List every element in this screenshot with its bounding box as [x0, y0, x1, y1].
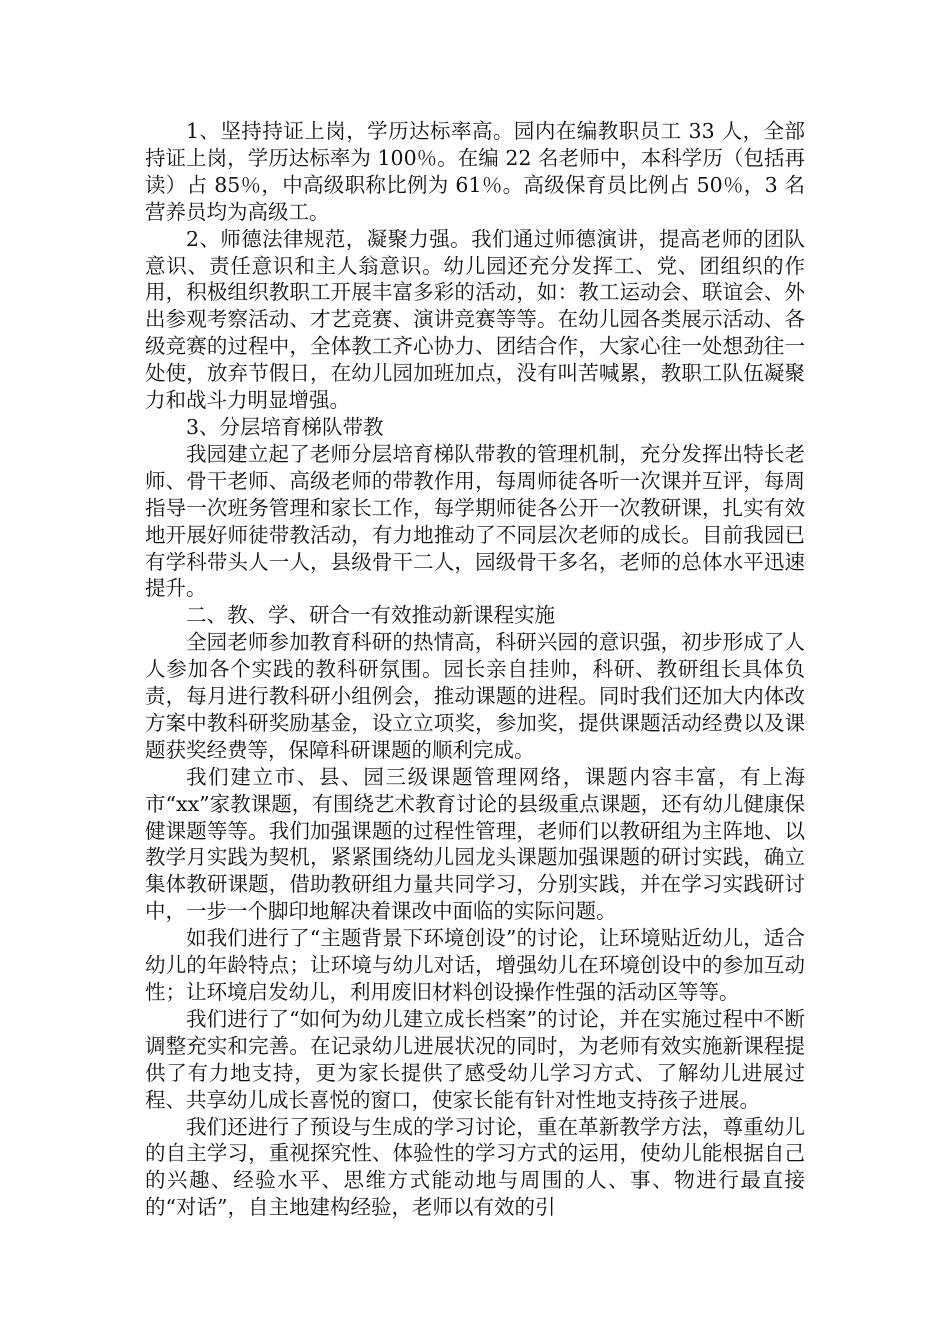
- paragraph-qualification: 1、坚持持证上岗，学历达标率高。园内在编教职员工 33 人，全部持证上岗，学历达标率为 100％。在编 22 名老师中，本科学历（包括再读）占 85％，中高级职称比例为 61％。高级保育员比例占 50％，3 名营养员均为高级工。: [145, 119, 805, 224]
- paragraph-research: 全园老师参加教育科研的热情高，科研兴园的意识强，初步形成了人人参加各个实践的教科研氛围。园长亲自挂帅，科研、教研组长具体负责，每月进行教科研小组例会，推动课题的进程。同时我们还加大内体改方案中教科研奖励基金，设立立项奖，参加奖，提供课题活动经费以及课题获奖经费等，保障科研课题的顺利完成。: [145, 630, 805, 762]
- paragraph-mentoring: 我园建立起了老师分层培育梯队带教的管理机制，充分发挥出特长老师、骨干老师、高级老师的带教作用，每周师徒各听一次课并互评，每周指导一次班务管理和家长工作，每学期师徒各公开一次教研课，扎实有效地开展好师徒带教活动，有力地推动了不同层次老师的成长。目前我园已有学科带头人一人，县级骨干二人，园级骨干多名，老师的总体水平迅速提升。: [145, 441, 805, 601]
- paragraph-preset-generation: 我们还进行了预设与生成的学习讨论，重在革新教学方法，尊重幼儿的自主学习，重视探究性、体验性的学习方式的运用，使幼儿能根据自己的兴趣、经验水平、思维方式能动地与周围的人、事、物进行最直接的“对话”，自主地建构经验，老师以有效的引: [145, 1114, 805, 1220]
- paragraph-research-network: 我们建立市、县、园三级课题管理网络，课题内容丰富，有上海市“xx”家教课题，有围绕艺术教育讨论的县级重点课题，还有幼儿健康保健课题等等。我们加强课题的过程性管理，老师们以教研组为主阵地、以教学月实践为契机，紧紧围绕幼儿园龙头课题加强课题的研讨实践，确立集体教研课题，借助教研组力量共同学习，分别实践，并在学习实践研讨中，一步一个脚印地解决着课改中面临的实际问题。: [145, 764, 805, 924]
- paragraph-growth-records: 我们进行了“如何为幼儿建立成长档案”的讨论，并在实施过程中不断调整充实和完善。在记录幼儿进展状况的同时，为老师有效实施新课程提供了有力地支持，更为家长提供了感受幼儿学习方式、了解幼儿进展过程、共享幼儿成长喜悦的窗口，使家长能有针对性地支持孩子进展。: [145, 1006, 805, 1112]
- paragraph-ethics: 2、师德法律规范，凝聚力强。我们通过师德演讲，提高老师的团队意识、责任意识和主人翁意识。幼儿园还充分发挥工、党、团组织的作用，积极组织教职工开展丰富多彩的活动，如：教工运动会、联谊会、外出参观考察活动、才艺竞赛、演讲竞赛等等。在幼儿园各类展示活动、各级竞赛的过程中，全体教工齐心协力、团结合作，大家心往一处想劲往一处使，放弃节假日，在幼儿园加班加点，没有叫苦喊累，教职工队伍凝聚力和战斗力明显增强。: [145, 226, 805, 413]
- paragraph-heading-mentoring: 3、分层培育梯队带教: [186, 414, 384, 439]
- document-page: [145, 118, 805, 1221]
- section-heading-curriculum: 二、教、学、研合一有效推动新课程实施: [186, 603, 555, 628]
- paragraph-environment: 如我们进行了“主题背景下环境创设”的讨论，让环境贴近幼儿，适合幼儿的年龄特点；让环境与幼儿对话，增强幼儿在环境创设中的参加互动性；让环境启发幼儿，利用废旧材料创设操作性强的活动区等等。: [145, 926, 805, 1004]
